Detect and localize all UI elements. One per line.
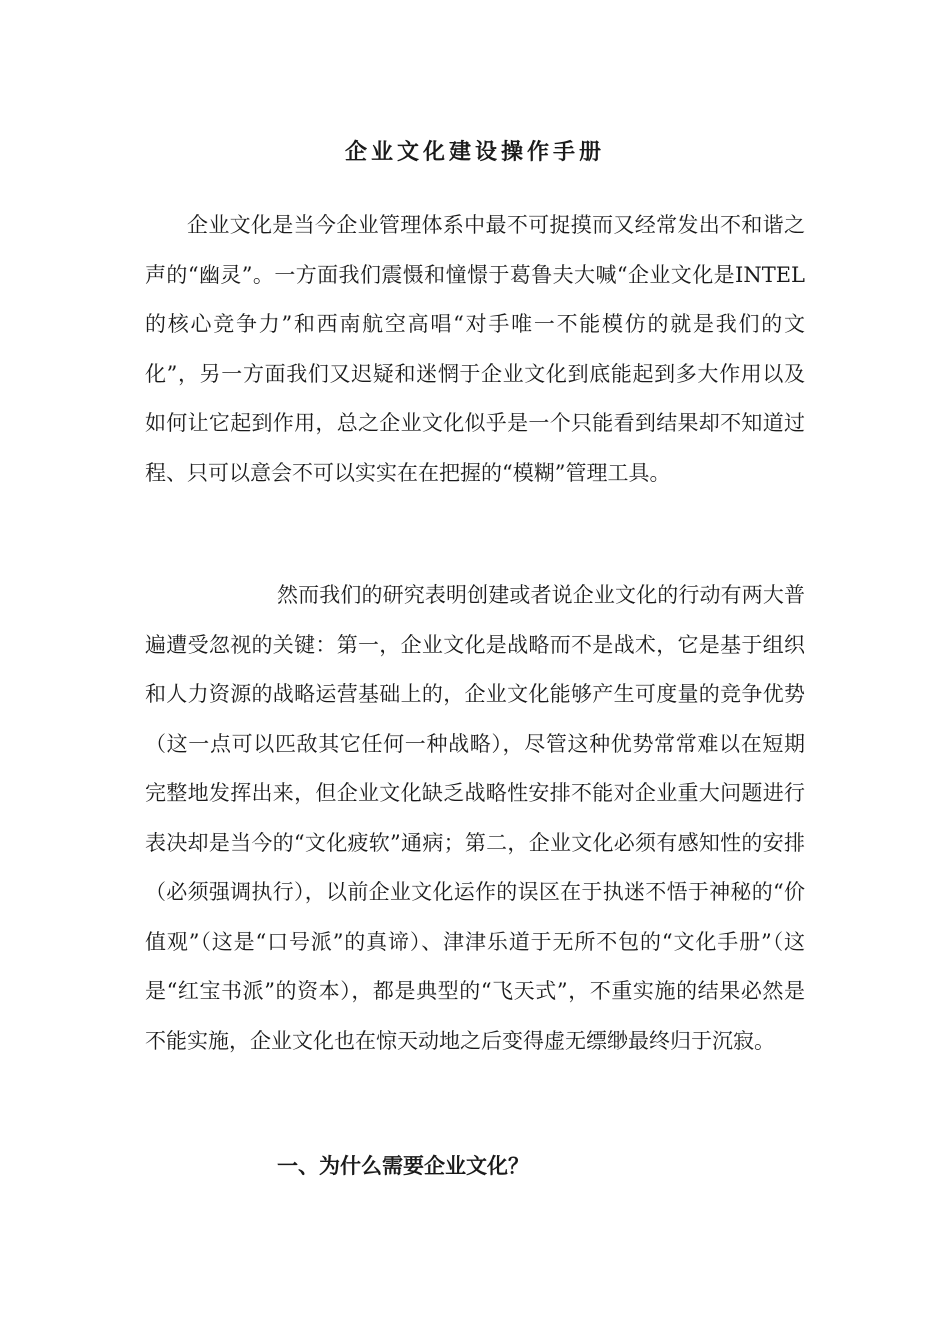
document-title: 企业文化建设操作手册: [344, 139, 605, 165]
section-heading: 一、为什么需要企业文化？: [277, 1153, 529, 1178]
intro-paragraph: 企业文化是当今企业管理体系中最不可捉摸而又经常发出不和谐之声的“幽灵”。一方面我们震慑和憧憬于葛鲁夫大喊“企业文化是INTEL的核心竞争力”和西南航空高唱“对手唯一不能模仿的就是我们的文化”，另一方面我们又迟疑和迷惘于企业文化到底能起到多大作用以及如何让它起到作用，总之企业文化似乎是一个只能看到结果却不知道过程、只可以意会不可以实实在在把握的“模糊”管理工具。: [145, 213, 805, 485]
research-paragraph: 然而我们的研究表明创建或者说企业文化的行动有两大普遍遭受忽视的关键：第一，企业文化是战略而不是战术，它是基于组织和人力资源的战略运营基础上的，企业文化能够产生可度量的竞争优势（这一点可以匹敌其它任何一种战略），尽管这种优势常常难以在短期完整地发挥出来，但企业文化缺乏战略性安排不能对企业重大问题进行表决却是当今的“文化疲软”通病；第二，企业文化必须有感知性的安排（必须强调执行），以前企业文化运作的误区在于执迷不悟于神秘的“价值观”（这是“口号派”的真谛）、津津乐道于无所不包的“文化手册”（这是“红宝书派”的资本），都是典型的“飞天式”，不重实施的结果必然是不能实施，企业文化也在惊天动地之后变得虚无缥缈最终归于沉寂。: [145, 583, 805, 1053]
